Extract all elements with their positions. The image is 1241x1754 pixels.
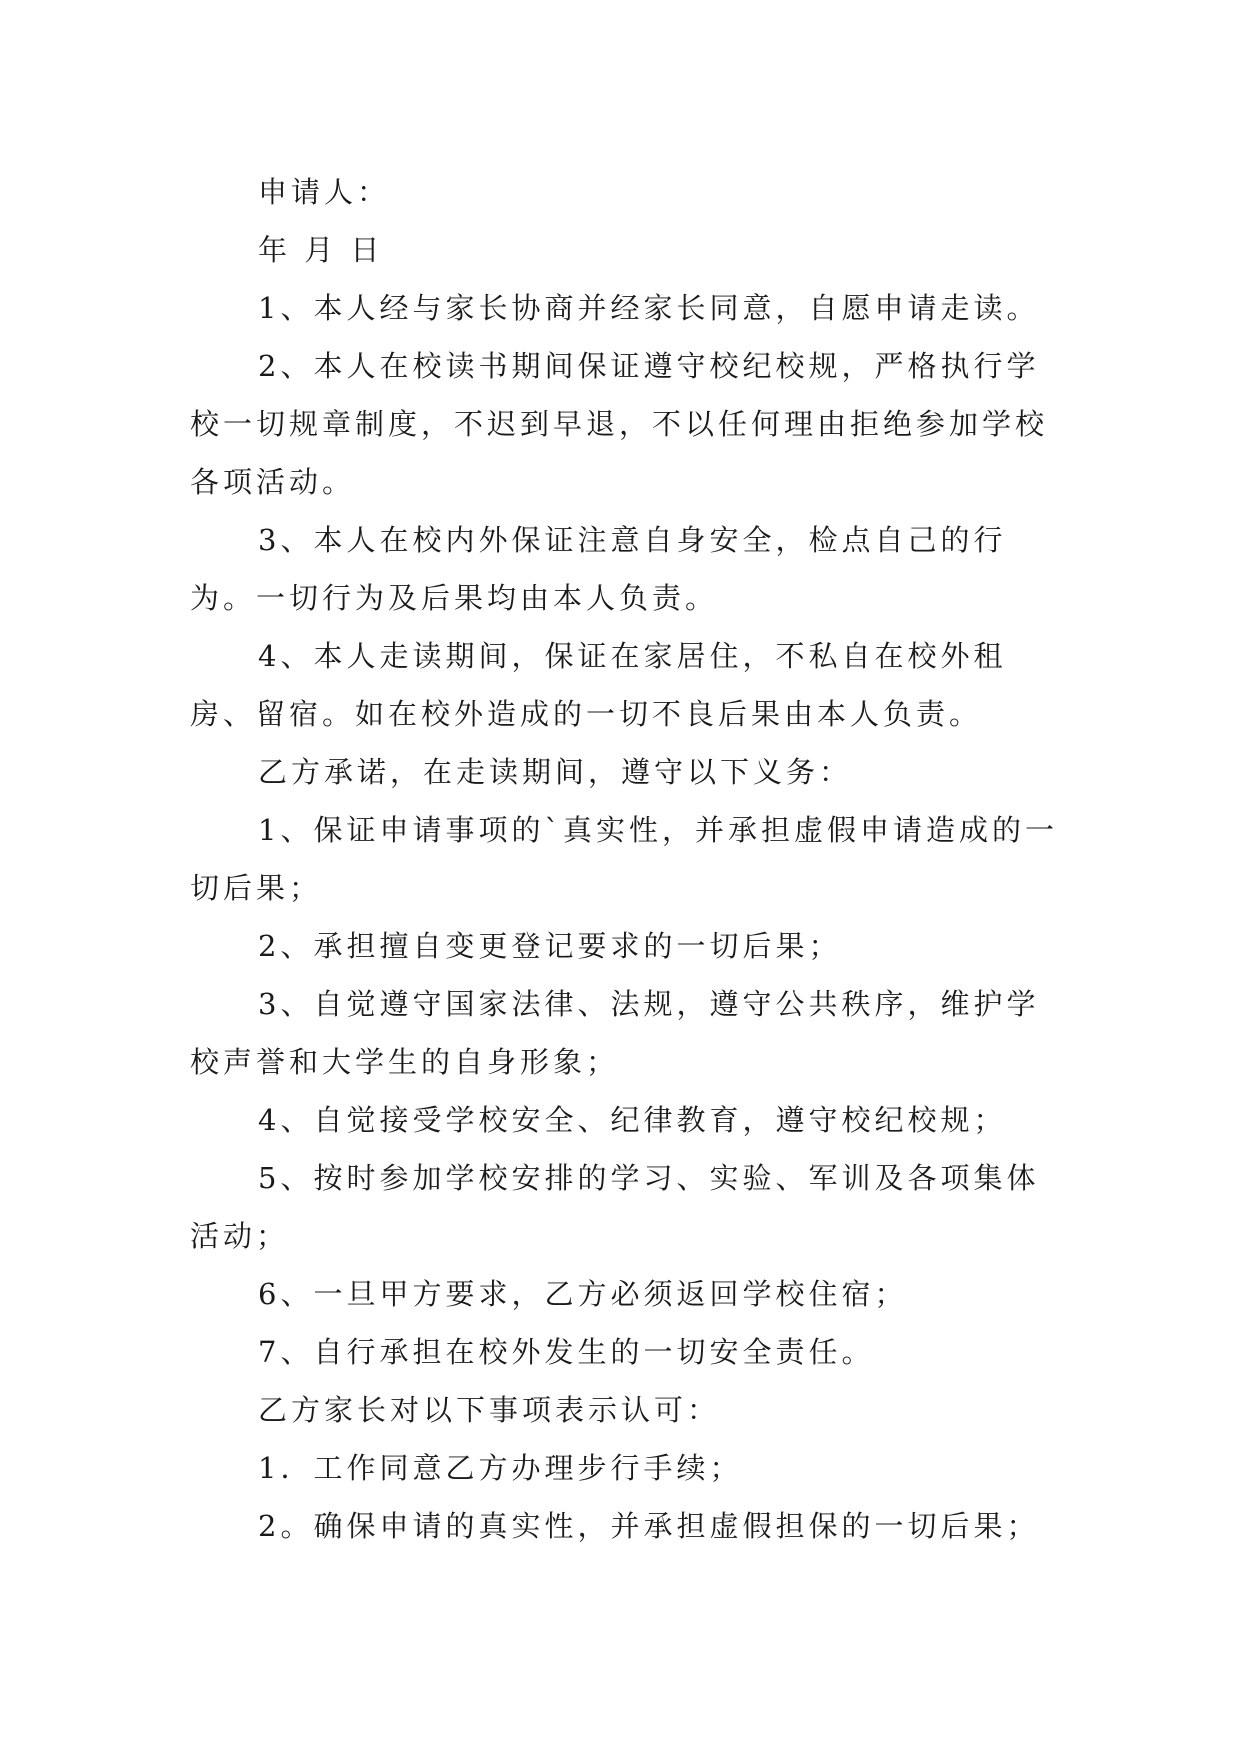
party-b-commitment-heading: 乙方承诺，在走读期间，遵守以下义务： — [258, 755, 853, 789]
date-line: 年 月 日 — [258, 233, 384, 267]
parent-approval-heading: 乙方家长对以下事项表示认可： — [258, 1393, 721, 1427]
applicant-line: 申请人： — [258, 175, 391, 209]
paragraph-3: 3、本人在校内外保证注意自身安全，检点自己的行为。一切行为及后果均由本人负责。 — [190, 523, 1007, 615]
obligation-5: 5、按时参加学校安排的学习、实验、军训及各项集体活动； — [190, 1161, 1040, 1253]
obligation-7: 7、自行承担在校外发生的一切安全责任。 — [258, 1335, 875, 1369]
parent-item-2: 2。确保申请的真实性，并承担虚假担保的一切后果； — [258, 1509, 1040, 1543]
obligation-2: 2、承担擅自变更登记要求的一切后果； — [258, 929, 842, 963]
paragraph-1: 1、本人经与家长协商并经家长同意，自愿申请走读。 — [258, 291, 1040, 325]
paragraph-4: 4、本人走读期间，保证在家居住，不私自在校外租房、留宿。如在校外造成的一切不良后果由本人负责。 — [190, 639, 1007, 731]
obligation-6: 6、一旦甲方要求，乙方必须返回学校住宿； — [258, 1277, 908, 1311]
obligation-1: 1、保证申请事项的`真实性，并承担虚假申请造成的一切后果； — [190, 813, 1058, 905]
document-body — [190, 163, 1070, 1555]
obligation-3: 3、自觉遵守国家法律、法规，遵守公共秩序，维护学校声誉和大学生的自身形象； — [190, 987, 1040, 1079]
parent-item-1: 1．工作同意乙方办理步行手续； — [258, 1451, 743, 1485]
obligation-4: 4、自觉接受学校安全、纪律教育，遵守校纪校规； — [258, 1103, 1007, 1137]
paragraph-2: 2、本人在校读书期间保证遵守校纪校规，严格执行学校一切规章制度，不迟到早退，不以任何理由拒绝参加学校各项活动。 — [190, 349, 1049, 499]
